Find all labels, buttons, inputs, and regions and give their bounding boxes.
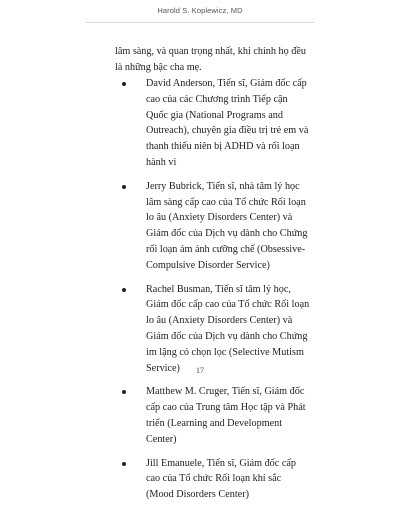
list-item	[118, 456, 310, 503]
bullet-icon	[122, 390, 126, 394]
header-rule	[86, 22, 314, 23]
list-item	[118, 282, 310, 377]
bullet-icon	[122, 185, 126, 189]
list-item-text: Jerry Bubrick, Tiến sĩ, nhà tâm lý học lâm sàng cấp cao của Tổ chức Rối loạn lo âu (Anxiety Disorders Center) và Giám đốc của Dịch vụ dành cho Chứng rối loạn ám ảnh cưỡng chế (Obsessive-Compulsive Disorder Service)	[146, 180, 308, 271]
bullet-icon	[122, 82, 126, 86]
list-item-text: Jill Emanuele, Tiến sĩ, Giám đốc cấp cao của Tổ chức Rối loạn khí sắc (Mood Disorders Center)	[146, 457, 296, 501]
list-item-text: David Anderson, Tiến sĩ, Giám đốc cấp cao của các Chương trình Tiếp cận Quốc gia (National Programs and Outreach), chuyên gia điều trị trẻ em và thanh thiếu niên bị ADHD và rối loạn hành vi	[146, 78, 309, 168]
page-number: 17	[196, 366, 204, 375]
bullet-icon	[122, 462, 126, 466]
bullet-icon	[122, 288, 126, 292]
list-item	[118, 384, 310, 447]
intro-paragraph: lâm sàng, và quan trọng nhất, khi chính họ đều là những bậc cha mẹ.	[115, 46, 306, 73]
list-item-text: Matthew M. Cruger, Tiến sĩ, Giám đốc cấp cao của Trung tâm Học tập và Phát triển (Learning and Development Center)	[146, 386, 306, 445]
staff-list	[118, 76, 310, 511]
list-item-text: Rachel Busman, Tiến sĩ tâm lý học, Giám đốc cấp cao của Tổ chức Rối loạn lo âu (Anxiety Disorders Center) và Giám đốc của Dịch vụ dành cho Chứng im lặng có chọn lọc (Selective Mutism Service)	[146, 283, 310, 374]
list-item	[118, 179, 310, 274]
running-head: Harold S. Koplewicz, MD	[157, 6, 243, 15]
list-item	[118, 76, 310, 171]
